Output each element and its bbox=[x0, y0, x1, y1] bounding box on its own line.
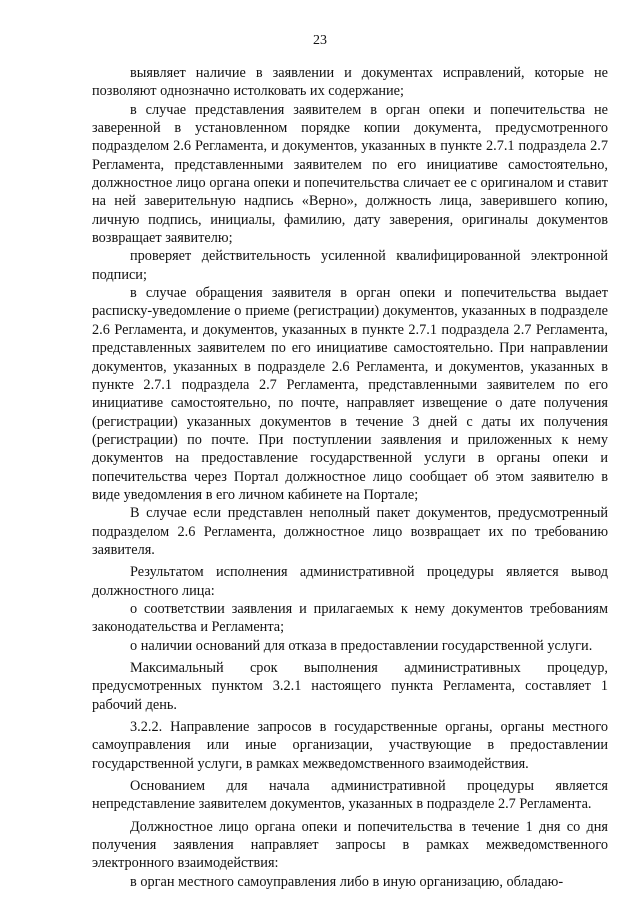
paragraph: в орган местного самоуправления либо в иную организацию, обладаю- bbox=[130, 873, 564, 890]
paragraph: В случае если представлен неполный пакет документов, предусмотренный подразделом 2.6 Регламента, должностное лицо возвращает их по требованию заявителя. bbox=[92, 505, 608, 558]
page-number: 23 bbox=[313, 33, 327, 48]
paragraph: о наличии оснований для отказа в предоставлении государственной услуги. bbox=[130, 637, 593, 654]
section-heading-paragraph: 3.2.2. Направление запросов в государственные органы, органы местного самоуправления или иные организации, участвующие в предоставлении государственной услуги, в рамках межведомственного взаимодействия. bbox=[92, 719, 608, 772]
document-body bbox=[92, 64, 608, 891]
paragraph: Результатом исполнения административной процедуры является вывод должностного лица: bbox=[92, 564, 608, 599]
paragraph: о соответствии заявления и прилагаемых к нему документов требованиям законодательства и Регламента; bbox=[92, 600, 608, 636]
paragraph: в случае обращения заявителя в орган опеки и попечительства выдает расписку-уведомление о приеме (регистрации) документов, указанных в подразделе 2.6 Регламента, и документов, указанных в пункте 2.7.1 подраздела 2.7 Регламента, представленных заявителем по его инициативе самостоятельно. При направлении документов, указанных в подразделе 2.6 Регламента, и документов, указанных в пункте 2.7.1 подраздела 2.7 Регламента, представленными заявителем по его инициативе самостоятельно, по почте, направляет извещение о дате получения (регистрации) указанных документов в течение 3 дней с даты их получения (регистрации) по почте. При поступлении заявления и приложенных к нему документов на предоставление государственной услуги в органы опеки и попечительства через Портал должностное лицо сообщает об этом заявителю в виде уведомления в его личном кабинете на Портале; bbox=[92, 285, 608, 503]
paragraph: Должностное лицо органа опеки и попечительства в течение 1 дня со дня получения заявления направляет запросы в рамках межведомственного электронного взаимодействия: bbox=[92, 818, 608, 872]
paragraph: выявляет наличие в заявлении и документах исправлений, которые не позволяют однозначно истолковать их содержание; bbox=[92, 65, 608, 100]
paragraph: в случае представления заявителем в орган опеки и попечительства не заверенной в установленном порядке копии документа, предусмотренного подразделом 2.6 Регламента, и документов, указанных в пункте 2.7.1 подраздела 2.7 Регламента, представленными заявителем по его инициативе самостоятельно, должностное лицо органа опеки и попечительства сличает ее с оригиналом и ставит на ней заверительную надпись «Верно», должность лица, заверившего копию, личную подпись, инициалы, фамилию, дату заверения, оригиналы документов возвращает заявителю; bbox=[92, 101, 608, 247]
paragraph: проверяет действительность усиленной квалифицированной электронной подписи; bbox=[92, 248, 608, 283]
paragraph: Максимальный срок выполнения административных процедур, предусмотренных пунктом 3.2.1 настоящего пункта Регламента, составляет 1 рабочий день. bbox=[92, 660, 608, 713]
paragraph: Основанием для начала административной процедуры является непредставление заявителем документов, указанных в подразделе 2.7 Регламента. bbox=[92, 778, 608, 813]
